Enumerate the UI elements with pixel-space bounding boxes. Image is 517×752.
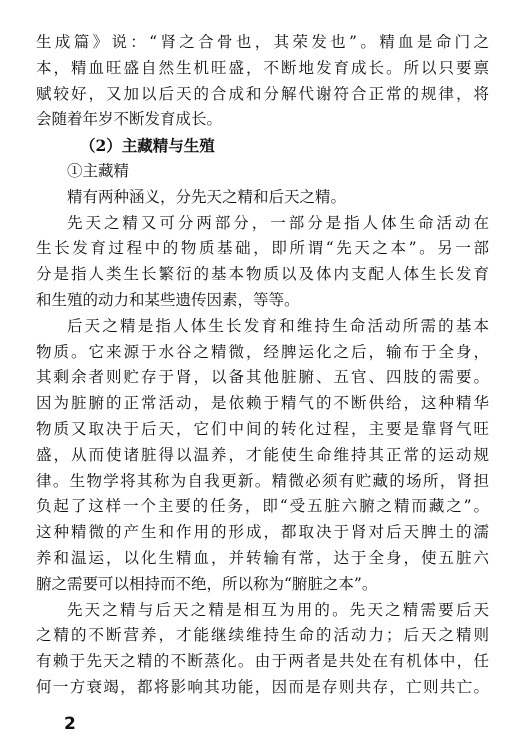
paragraph-line: 这种精微的产生和作用的形成，都取决于肾对后天脾土的濡: [36, 523, 489, 542]
paragraph-line: 腑之需要可以相持而不绝，所以称为“腑脏之本”。: [36, 574, 378, 593]
paragraph-line: 有赖于先天之精的不断蒸化。由于两者是共处在有机体中，任: [36, 652, 489, 671]
text-line: 赋较好，又加以后天的合成和分解代谢符合正常的规律，将: [36, 84, 489, 103]
paragraph-line: 先天之精与后天之精是相互为用的。先天之精需要后天: [67, 600, 489, 619]
paragraph-line: 物质又取决于后天，它们中间的转化过程，主要是靠肾气旺: [36, 419, 489, 438]
paragraph-line: 何一方衰竭，都将影响其功能，因而是存则共存，亡则共亡。: [36, 677, 489, 696]
paragraph-line: 律。生物学将其称为自我更新。精微必须有贮藏的场所，肾担: [36, 471, 489, 490]
paragraph-line: 后天之精是指人体生长发育和维持生命活动所需的基本: [67, 316, 489, 335]
paragraph-line: 物质。它来源于水谷之精微，经脾运化之后，输布于全身，: [36, 342, 489, 361]
paragraph-line: 先天之精又可分两部分，一部分是指人体生命活动在: [67, 213, 489, 232]
paragraph-line: 其剩余者则贮存于肾，以备其他脏腑、五官、四肢的需要。: [36, 368, 489, 387]
paragraph-line: 负起了这样一个主要的任务，即“受五脏六腑之精而藏之”。: [36, 497, 489, 516]
text-line: 本，精血旺盛自然生机旺盛，不断地发育成长。所以只要禀: [36, 58, 489, 77]
paragraph-line: 分是指人类生长繁衍的基本物质以及体内支配人体生长发育: [36, 265, 489, 284]
page-body: [36, 30, 489, 701]
paragraph-line: 养和温运，以化生精血，并转输有常，达于全身，使五脏六: [36, 548, 489, 567]
subsection-heading: ①主藏精: [67, 161, 130, 180]
paragraph-line: 之精的不断营养，才能继续维持生命的活动力；后天之精则: [36, 626, 489, 645]
text-line: 会随着年岁不断发育成长。: [36, 110, 223, 129]
page-number: 2: [64, 714, 76, 734]
paragraph-line: 盛，从而使诸脏得以温养，才能使生命维持其正常的运动规: [36, 445, 489, 464]
paragraph-line: 因为脏腑的正常活动，是依赖于精气的不断供给，这种精华: [36, 394, 489, 413]
paragraph-line: 精有两种涵义，分先天之精和后天之精。: [67, 187, 347, 206]
section-heading: （2）主藏精与生殖: [80, 136, 215, 156]
text-line: 生成篇》说：“肾之合骨也，其荣发也”。精血是命门之: [36, 33, 489, 51]
paragraph-line: 生长发育过程中的物质基础，即所谓“先天之本”。另一部: [36, 239, 489, 258]
paragraph-line: 和生殖的动力和某些遗传因素，等等。: [36, 290, 300, 309]
